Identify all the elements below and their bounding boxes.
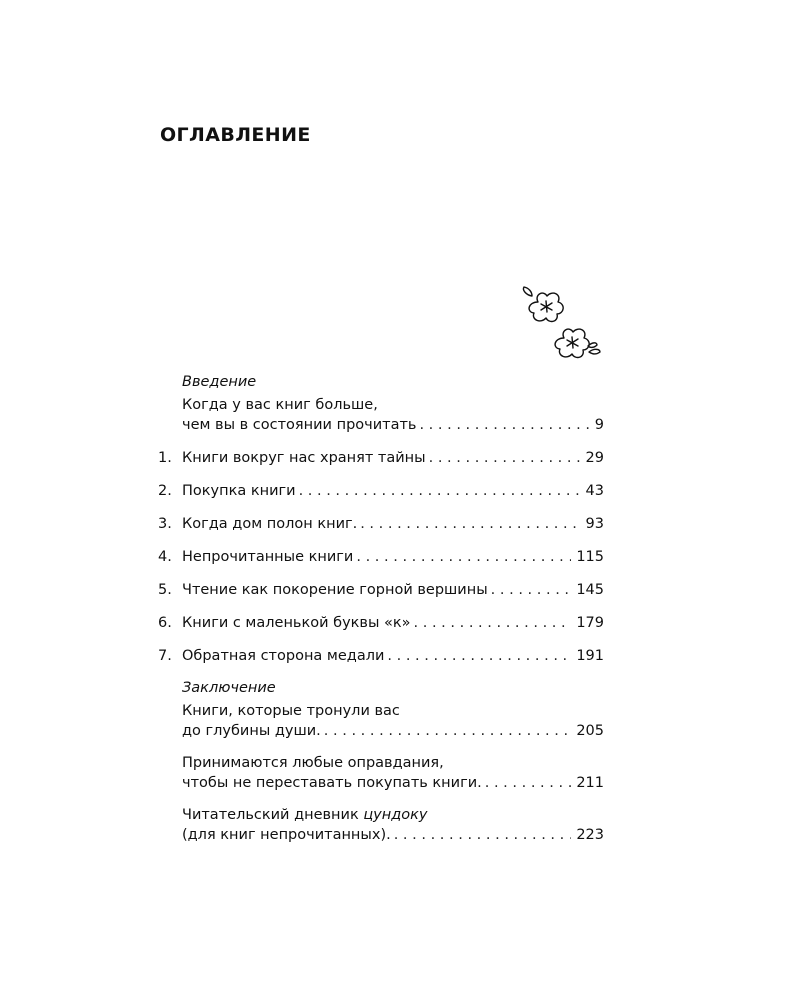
flower-doodle-icon (512, 282, 608, 372)
entry-title: (для книг непрочитанных). (182, 827, 391, 843)
dot-leader (419, 415, 589, 435)
chapter-number: 5. (158, 582, 172, 598)
entry-title-line: Книги, которые тронули вас (182, 703, 400, 719)
entry-title: Непрочитанные книги (182, 549, 354, 565)
entry-title: Чтение как покорение горной вершины (182, 582, 488, 598)
dot-leader (356, 547, 571, 567)
page-title: ОГЛАВЛЕНИЕ (160, 124, 311, 146)
entry-title: до глубины души. (182, 723, 321, 739)
entry-title: Книги вокруг нас хранят тайны (182, 450, 426, 466)
toc-entry-chapter[interactable] (158, 646, 604, 666)
dot-leader (360, 514, 580, 534)
entry-title: Покупка книги (182, 483, 296, 499)
page-number: 29 (585, 450, 604, 466)
page-number: 211 (576, 775, 604, 791)
entry-title-italic: цундоку (363, 807, 428, 823)
dot-leader (485, 773, 572, 793)
chapter-number: 6. (158, 615, 172, 631)
entry-title: чтобы не переставать покупать книги. (182, 775, 482, 791)
dot-leader (394, 825, 572, 845)
conclusion-label: Заключение (182, 680, 276, 696)
page-number: 9 (594, 417, 604, 433)
chapter-number: 7. (158, 648, 172, 664)
toc-entry-chapter[interactable] (158, 448, 604, 468)
entry-title: Обратная сторона медали (182, 648, 385, 664)
page-number: 179 (576, 615, 604, 631)
page-number: 93 (585, 516, 604, 532)
entry-title-prefix: Читательский дневник (182, 807, 359, 823)
toc-entry-diary[interactable] (158, 805, 604, 845)
dot-leader (299, 481, 581, 501)
entry-title-line: Принимаются любые оправдания, (182, 755, 444, 771)
entry-title: чем вы в состоянии прочитать (182, 417, 417, 433)
intro-label: Введение (182, 374, 257, 390)
page-number: 43 (585, 483, 604, 499)
dot-leader (491, 580, 572, 600)
dot-leader (387, 646, 571, 666)
entry-title-line: Когда у вас книг больше, (182, 397, 378, 413)
entry-title-line (182, 721, 604, 741)
toc-list (158, 372, 604, 845)
chapter-number: 2. (158, 483, 172, 499)
toc-entry-conclusion[interactable] (158, 701, 604, 741)
chapter-number: 3. (158, 516, 172, 532)
page-number: 205 (576, 723, 604, 739)
toc-entry-chapter[interactable] (158, 481, 604, 501)
toc-entry-intro[interactable] (158, 395, 604, 435)
entry-title-line (182, 805, 604, 825)
entry-title-line (182, 825, 604, 845)
toc-entry-excuses[interactable] (158, 753, 604, 793)
entry-title: Книги с маленькой буквы «к» (182, 615, 411, 631)
page-number: 115 (576, 549, 604, 565)
toc-entry-chapter[interactable] (158, 613, 604, 633)
page-number: 191 (576, 648, 604, 664)
chapter-number: 4. (158, 549, 172, 565)
entry-title-line (182, 773, 604, 793)
entry-title: Когда дом полон книг. (182, 516, 358, 532)
chapter-number: 1. (158, 450, 172, 466)
toc-entry-chapter[interactable] (158, 580, 604, 600)
entry-title-line (182, 415, 604, 435)
toc-entry-chapter[interactable] (158, 514, 604, 534)
dot-leader (414, 613, 572, 633)
dot-leader (324, 721, 572, 741)
toc-entry-chapter[interactable] (158, 547, 604, 567)
page-number: 145 (576, 582, 604, 598)
page-number: 223 (576, 827, 604, 843)
dot-leader (429, 448, 581, 468)
